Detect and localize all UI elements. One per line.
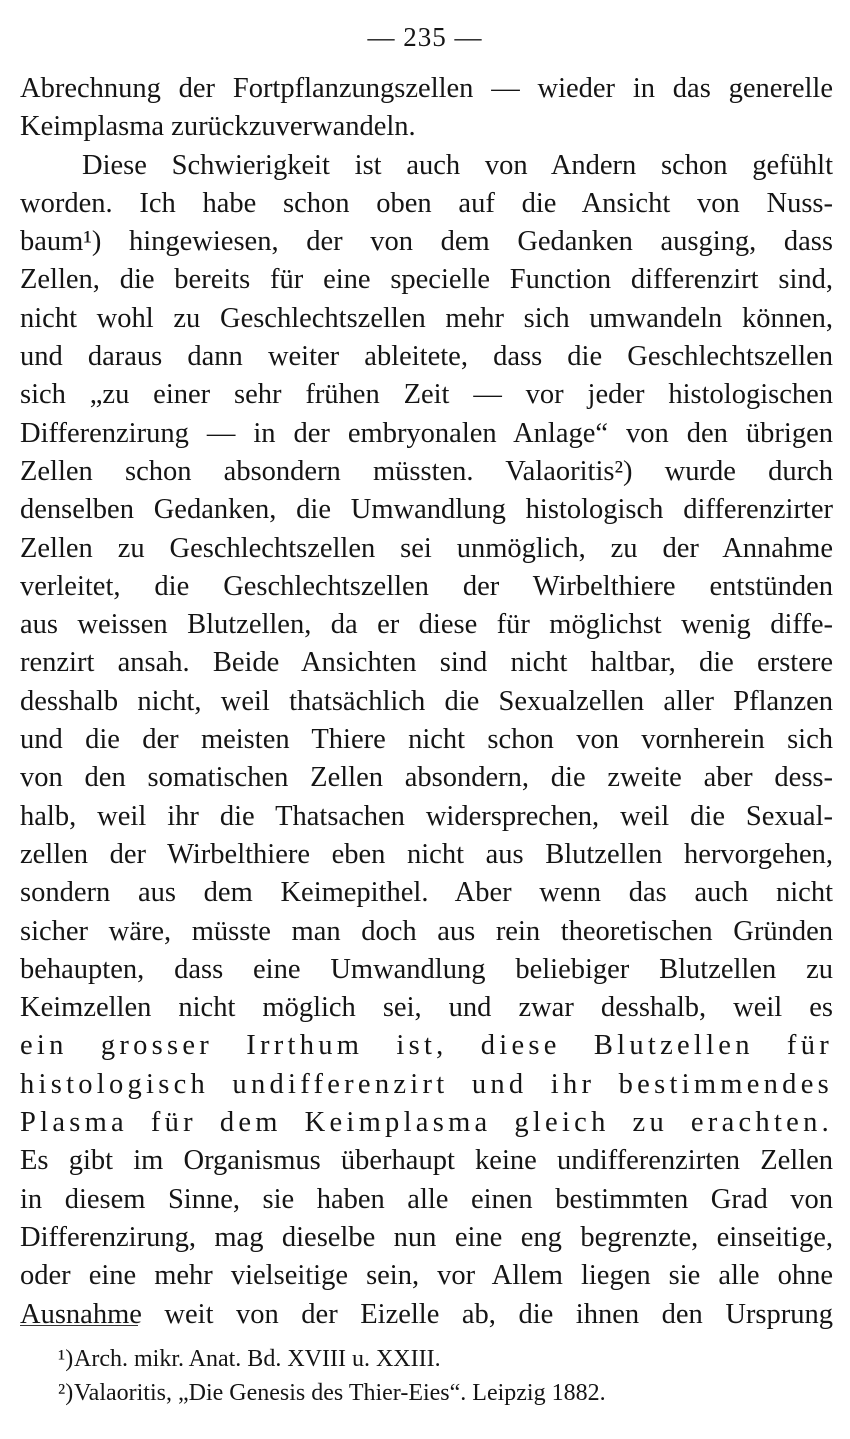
footnotes (58, 1342, 834, 1410)
text-line: und daraus dann weiter ableitete, dass die Geschlechtszellen (20, 341, 833, 373)
text-line: Zellen, die bereits für eine specielle Function differenzirt sind, (20, 264, 833, 296)
text-line: desshalb nicht, weil thatsächlich die Sexualzellen aller Pflanzen (20, 685, 833, 717)
text-line: Ausnahme weit von der Eizelle ab, die ihnen den Ursprung (20, 1298, 833, 1330)
text-line: Differenzirung, mag dieselbe nun eine eng begrenzte, einseitige, (20, 1221, 833, 1253)
text-line: behaupten, dass eine Umwandlung beliebiger Blutzellen zu (20, 953, 833, 985)
text-line: Zellen schon absondern müssten. Valaoritis²) wurde durch (20, 455, 833, 487)
text-line: Differenzirung — in der embryonalen Anlage“ von den übrigen (20, 417, 833, 449)
text-line: von den somatischen Zellen absondern, die zweite aber dess- (20, 762, 833, 794)
text-line: Diese Schwierigkeit ist auch von Andern schon gefühlt (82, 149, 833, 181)
footnote-text: Valaoritis, „Die Genesis des Thier-Eies“. Leipzig 1882. (74, 1380, 606, 1406)
text-line: Keimzellen nicht möglich sei, und zwar desshalb, weil es (20, 992, 833, 1024)
text-line: in diesem Sinne, sie haben alle einen bestimmten Grad von (20, 1183, 833, 1215)
text-line: renzirt ansah. Beide Ansichten sind nicht haltbar, die erstere (20, 647, 833, 679)
text-line: Abrechnung der Fortpflanzungszellen — wieder in das generelle (20, 73, 833, 104)
text-line: sich „zu einer sehr frühen Zeit — vor jeder histologischen (20, 379, 833, 411)
text-line: baum¹) hingewiesen, der von dem Gedanken ausging, dass (20, 226, 833, 258)
text-line-emphasized: ein grosser Irrthum ist, diese Blutzellen für (20, 1030, 833, 1062)
text-line: sondern aus dem Keimepithel. Aber wenn das auch nicht (20, 877, 833, 909)
footnote-divider (20, 1325, 138, 1326)
text-line: halb, weil ihr die Thatsachen widersprechen, weil die Sexual- (20, 800, 833, 832)
text-line: sicher wäre, müsste man doch aus rein theoretischen Gründen (20, 915, 833, 947)
text-line: nicht wohl zu Geschlechtszellen mehr sich umwandeln können, (20, 302, 833, 334)
text-line: Zellen zu Geschlechtszellen sei unmöglich, zu der Annahme (20, 532, 833, 564)
footnote-1 (58, 1342, 834, 1376)
text-line-emphasized: histologisch undifferenzirt und ihr bestimmendes (20, 1068, 833, 1100)
footnote-mark: ²) (58, 1380, 74, 1406)
body-text (20, 70, 833, 1334)
text-line-emphasized: Plasma für dem Keimplasma gleich zu erachten. (20, 1107, 833, 1139)
footnote-mark: ¹) (58, 1346, 74, 1372)
text-line: Es gibt im Organismus überhaupt keine undifferenzirten Zellen (20, 1145, 833, 1177)
text-line: Keimplasma zurückzuverwandeln. (20, 111, 416, 143)
text-line: worden. Ich habe schon oben auf die Ansicht von Nuss- (20, 187, 833, 219)
footnote-2 (58, 1376, 834, 1410)
text-line: oder eine mehr vielseitige sein, vor Allem liegen sie alle ohne (20, 1260, 833, 1292)
footnote-text: Arch. mikr. Anat. Bd. XVIII u. XXIII. (74, 1346, 441, 1372)
text-line: denselben Gedanken, die Umwandlung histologisch differenzirter (20, 494, 833, 526)
text-line: zellen der Wirbelthiere eben nicht aus Blutzellen hervorgehen, (20, 838, 833, 870)
page-number: — 235 — (367, 22, 483, 52)
text-line: aus weissen Blutzellen, da er diese für möglichst wenig diffe- (20, 609, 833, 641)
text-line: verleitet, die Geschlechtszellen der Wirbelthiere entstünden (20, 570, 833, 602)
text-line: und die der meisten Thiere nicht schon von vornherein sich (20, 724, 833, 756)
